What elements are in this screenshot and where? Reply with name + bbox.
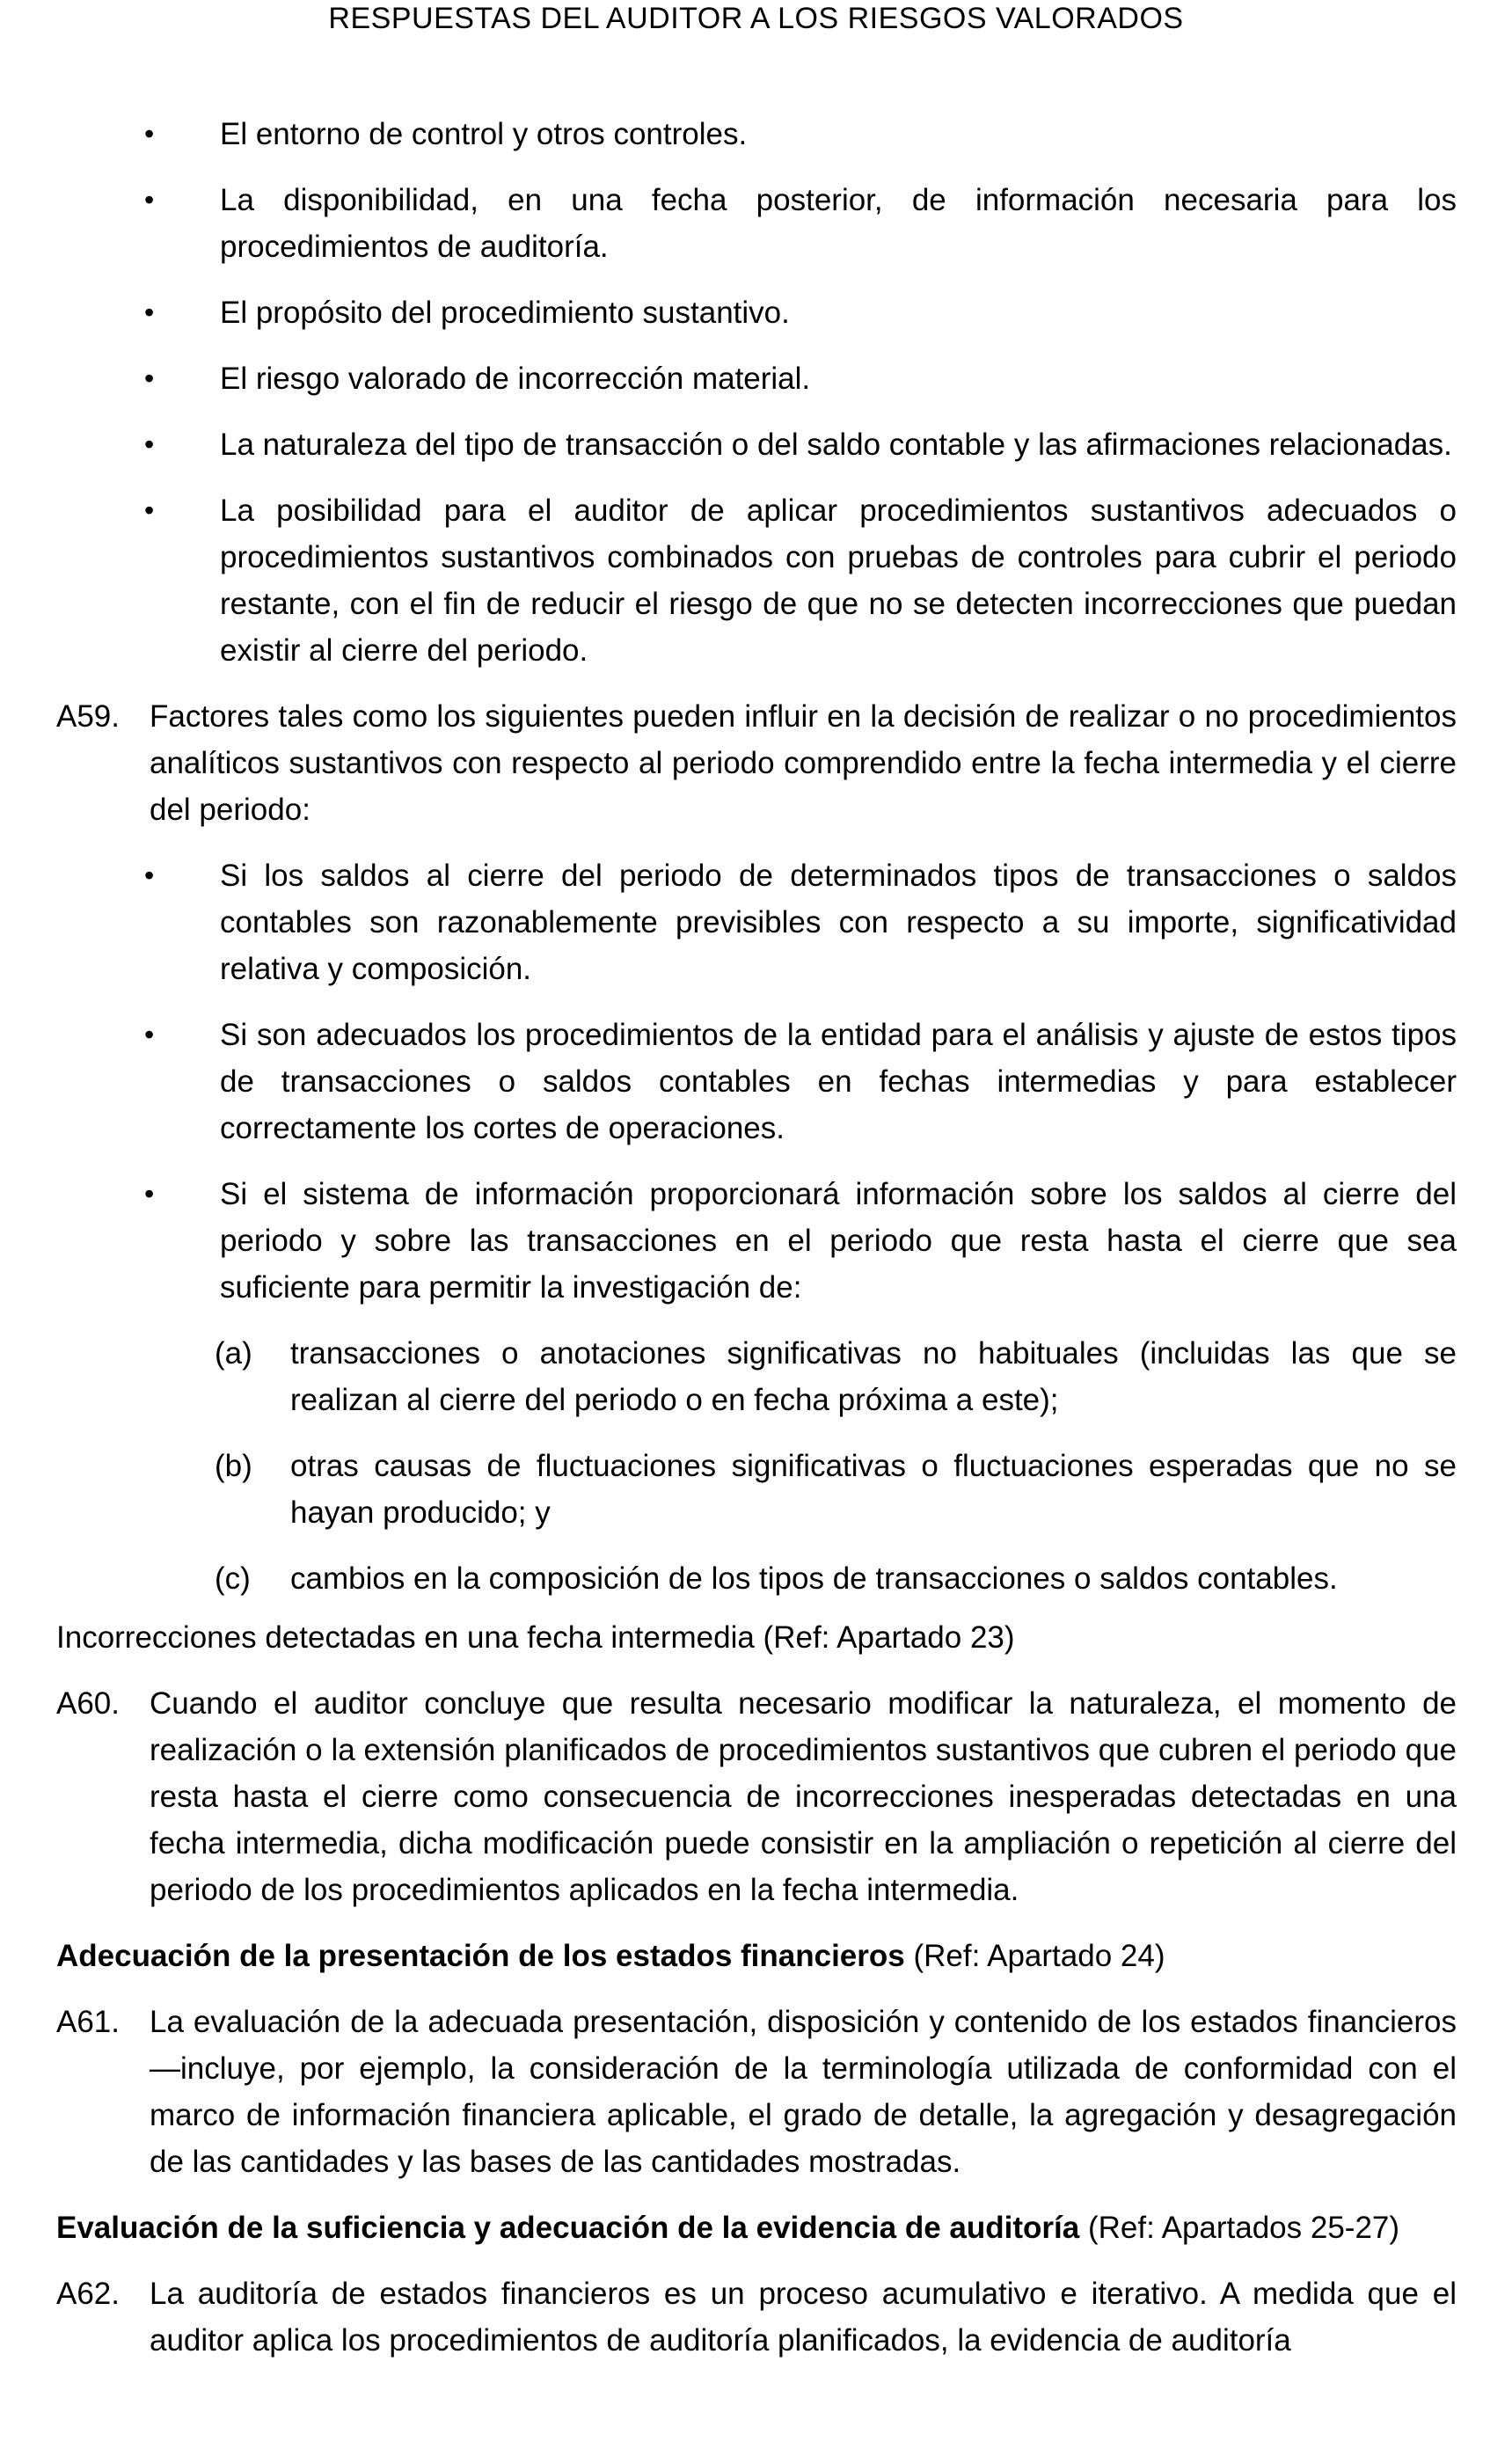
list-item-text: La disponibilidad, en una fecha posterior, de información necesaria para los procedimientos de auditoría. [220,183,1457,264]
bullet-icon: • [144,428,155,460]
sub-item-text: cambios en la composición de los tipos de transacciones o saldos contables. [290,1561,1338,1596]
list-item-text: El entorno de control y otros controles. [220,117,748,151]
list-item [56,1012,1457,1152]
paragraph-text: Cuando el auditor concluye que resulta necesario modificar la naturaleza, el momento de realización o la extensión planificados de procedimientos sustantivos que cubren el periodo que resta hasta el cierre como consecuencia de incorrecciones inesperadas detectadas en una fecha intermedia, dicha modificación puede consistir en la ampliación o repetición al cierre del periodo de los procedimientos aplicados en la fecha intermedia. [150,1686,1457,1907]
bullet-icon: • [144,118,155,150]
bullet-icon: • [144,494,155,526]
sub-item [56,1330,1457,1423]
paragraph-number: A62. [56,2277,120,2311]
heading-title: Adecuación de la presentación de los estados financieros [56,1939,905,1973]
list-item [56,111,1457,157]
sub-item-text: transacciones o anotaciones significativas no habituales (incluidas las que se realizan al cierre del periodo o en fecha próxima a este); [290,1336,1457,1417]
heading-ref: (Ref: Apartados 25-27) [1079,2211,1400,2245]
document-body [56,111,1457,2383]
paragraph-a61 [56,1999,1457,2185]
list-item-text: Si el sistema de información proporcionará información sobre los saldos al cierre del periodo y sobre las transacciones en el periodo que resta hasta el cierre que sea suficiente para permitir la investigación de: [220,1177,1457,1305]
bullet-icon: • [144,859,155,891]
paragraph-text: La auditoría de estados financieros es un proceso acumulativo e iterativo. A medida que el auditor aplica los procedimientos de auditoría planificados, la evidencia de auditoría [150,2277,1457,2358]
sub-item [56,1555,1457,1602]
paragraph-a60 [56,1680,1457,1913]
list-item-text: La naturaleza del tipo de transacción o del saldo contable y las afirmaciones relacionadas. [220,428,1452,462]
list-item-text: Si los saldos al cierre del periodo de determinados tipos de transacciones o saldos contables son razonablemente previsibles con respecto a su importe, significatividad relativa y composición. [220,859,1457,986]
list-item-text: La posibilidad para el auditor de aplicar procedimientos sustantivos adecuados o procedimientos sustantivos combinados con pruebas de controles para cubrir el periodo restante, con el fin de reducir el riesgo de que no se detecten incorrecciones que puedan existir al cierre del periodo. [220,494,1457,668]
paragraph-a62 [56,2270,1457,2364]
paragraph-number: A61. [56,2005,120,2039]
section-heading-presentation [56,1933,1457,1979]
sub-item-text: otras causas de fluctuaciones significativas o fluctuaciones esperadas que no se hayan producido; y [290,1449,1457,1530]
section-heading-evaluation [56,2204,1457,2251]
sub-item [56,1443,1457,1536]
list-item [56,177,1457,270]
page-header: RESPUESTAS DEL AUDITOR A LOS RIESGOS VALORADOS [328,2,1184,35]
list-item-text: El propósito del procedimiento sustantivo. [220,296,790,330]
bullet-icon: • [144,296,155,328]
list-item-text: El riesgo valorado de incorrección material. [220,362,811,396]
paragraph-number: A60. [56,1686,120,1721]
list-item [56,852,1457,992]
paragraph-text: Factores tales como los siguientes pueden influir en la decisión de realizar o no procedimientos analíticos sustantivos con respecto al periodo comprendido entre la fecha intermedia y el cierre del periodo: [150,699,1457,827]
sub-item-label: (b) [215,1449,252,1483]
list-item [56,421,1457,468]
paragraph-a59 [56,693,1457,833]
list-item-text: Si son adecuados los procedimientos de la entidad para el análisis y ajuste de estos tipos de transacciones o saldos contables en fechas intermedias y para establecer correctamente los cortes de operaciones. [220,1018,1457,1145]
heading-title: Evaluación de la suficiencia y adecuación de la evidencia de auditoría [56,2211,1080,2245]
list-item [56,487,1457,674]
list-item [56,355,1457,402]
paragraph-text: La evaluación de la adecuada presentación, disposición y contenido de los estados financieros—incluye, por ejemplo, la consideración de la terminología utilizada de conformidad con el marco de información financiera aplicable, el grado de detalle, la agregación y desagregación de las cantidades y las bases de las cantidades mostradas. [150,2005,1457,2179]
bullet-icon: • [144,1178,155,1210]
heading-ref: (Ref: Apartado 24) [904,1939,1165,1973]
bullet-icon: • [144,184,155,216]
bullet-icon: • [144,1019,155,1050]
sub-item-label: (c) [215,1561,251,1596]
list-item [56,1171,1457,1311]
list-item [56,289,1457,336]
paragraph-number: A59. [56,699,120,734]
section-heading-interim: Incorrecciones detectadas en una fecha intermedia (Ref: Apartado 23) [56,1620,1015,1655]
bullet-icon: • [144,362,155,394]
sub-item-label: (a) [215,1336,252,1371]
